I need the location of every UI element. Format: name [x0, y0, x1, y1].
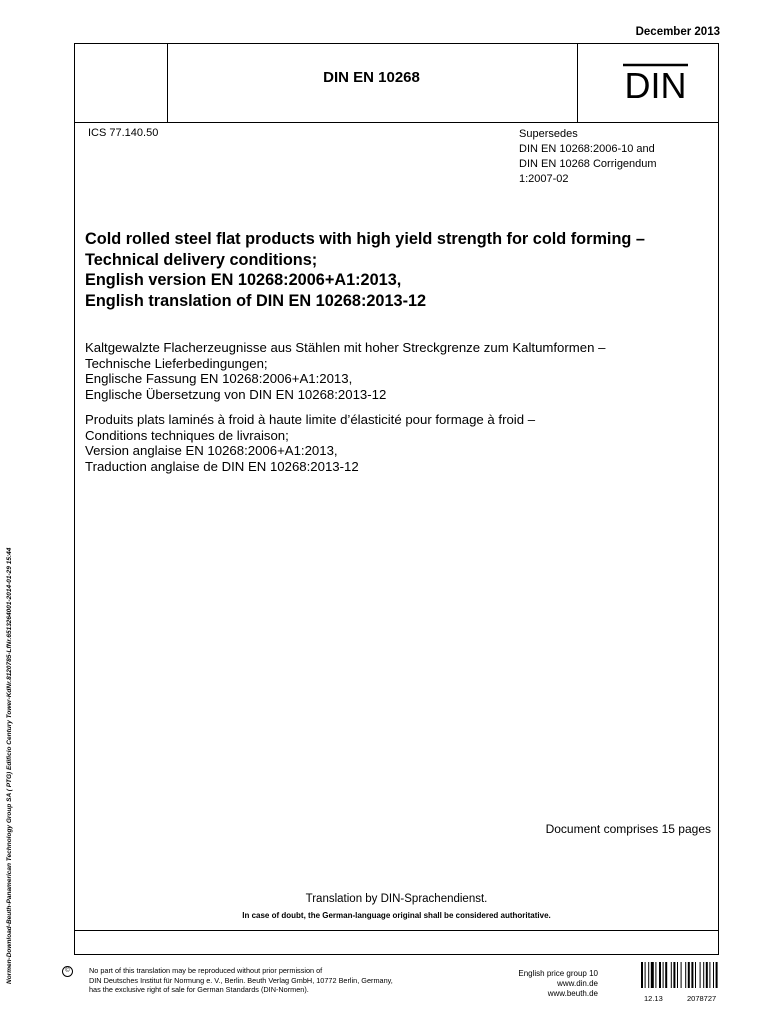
ics-code: ICS 77.140.50	[88, 127, 159, 139]
supersedes-block	[519, 127, 657, 187]
copyright-line: DIN Deutsches Institut für Normung e. V., Berlin. Beuth Verlag GmbH, 10772 Berlin, Germany,	[89, 975, 393, 985]
copyright-line: No part of this translation may be reproduced without prior permission of	[89, 966, 323, 975]
barcode-bar	[709, 962, 710, 988]
barcode-bar	[691, 962, 693, 988]
barcode-bar	[677, 962, 678, 988]
barcode-number: 2078727	[687, 994, 717, 1003]
title-line: Traduction anglaise de DIN EN 10268:2013-12	[85, 458, 359, 474]
price-group: English price group 10	[518, 969, 598, 978]
title-line: Englische Fassung EN 10268:2006+A1:2013,	[85, 371, 353, 386]
header-bottom-rule	[75, 122, 718, 123]
barcode-bar	[671, 962, 672, 988]
copyright-line: has the exclusive right of sale for German Standards (DIN-Normen).	[89, 985, 309, 994]
standard-number: DIN EN 10268	[323, 69, 420, 86]
title-line: Cold rolled steel flat products with high yield strength for cold forming –	[85, 230, 645, 248]
din-logo	[623, 61, 688, 101]
barcode-bar	[659, 962, 661, 988]
barcode-graphic	[641, 962, 721, 988]
title-line: Technical delivery conditions;	[85, 250, 318, 269]
barcode-bar	[651, 962, 654, 988]
side-watermark: Normen-Download-Beuth-Panamerican Technology Group SA ( PTG) Edificio Century Tower-KdNr.8120785-LfNr.6513264001-2014-01-29 15:44	[6, 547, 13, 984]
barcode-bar	[655, 962, 656, 988]
supersedes-line: DIN EN 10268 Corrigendum	[519, 158, 657, 170]
french-title	[85, 412, 715, 474]
barcode-bar	[695, 962, 696, 988]
barcode-bar	[645, 962, 646, 988]
copyright-icon: ©	[62, 966, 73, 977]
barcode-bar	[663, 962, 664, 988]
barcode-bar	[713, 962, 714, 988]
header-divider-right	[577, 44, 578, 122]
barcode-bar	[673, 962, 675, 988]
barcode-bar	[716, 962, 718, 988]
barcode-bar	[703, 962, 704, 988]
authority-note: In case of doubt, the German-language original shall be considered authoritative.	[242, 911, 551, 920]
barcode-bar	[648, 962, 649, 988]
barcode-bar	[681, 962, 682, 988]
footer-rule	[75, 930, 718, 931]
title-line: Version anglaise EN 10268:2006+A1:2013,	[85, 443, 338, 458]
title-line: Technische Lieferbedingungen;	[85, 355, 268, 371]
english-title	[85, 229, 715, 311]
copyright-notice	[89, 966, 393, 995]
barcode-bar	[685, 962, 686, 988]
beuth-website-link[interactable]: www.beuth.de	[547, 989, 598, 998]
supersedes-line: Supersedes	[519, 128, 578, 140]
publication-date: December 2013	[635, 26, 720, 38]
din-website-link[interactable]: www.din.de	[557, 979, 598, 988]
barcode-bar	[688, 962, 690, 988]
page-count: Document comprises 15 pages	[545, 822, 711, 836]
translation-note: Translation by DIN-Sprachendienst.	[305, 893, 488, 905]
title-line: Conditions techniques de livraison;	[85, 427, 289, 443]
title-line: Kaltgewalzte Flacherzeugnisse aus Stählen mit hoher Streckgrenze zum Kaltumformen –	[85, 340, 606, 355]
supersedes-line: DIN EN 10268:2006-10 and	[519, 143, 655, 155]
barcode-bar	[641, 962, 643, 988]
barcode-bar	[665, 962, 667, 988]
title-line: English version EN 10268:2006+A1:2013,	[85, 271, 402, 289]
german-title	[85, 340, 715, 402]
barcode-bar	[706, 962, 708, 988]
supersedes-line: 1:2007-02	[519, 173, 569, 185]
barcode-date: 12.13	[644, 994, 663, 1003]
barcode-bar	[700, 962, 701, 988]
title-line: Produits plats laminés à froid à haute limite d’élasticité pour formage à froid –	[85, 412, 536, 427]
din-logo-text: DIN	[624, 65, 687, 101]
title-line: English translation of DIN EN 10268:2013-12	[85, 291, 427, 310]
price-info	[470, 969, 598, 999]
title-page-frame	[74, 43, 719, 955]
title-line: Englische Übersetzung von DIN EN 10268:2013-12	[85, 386, 387, 402]
